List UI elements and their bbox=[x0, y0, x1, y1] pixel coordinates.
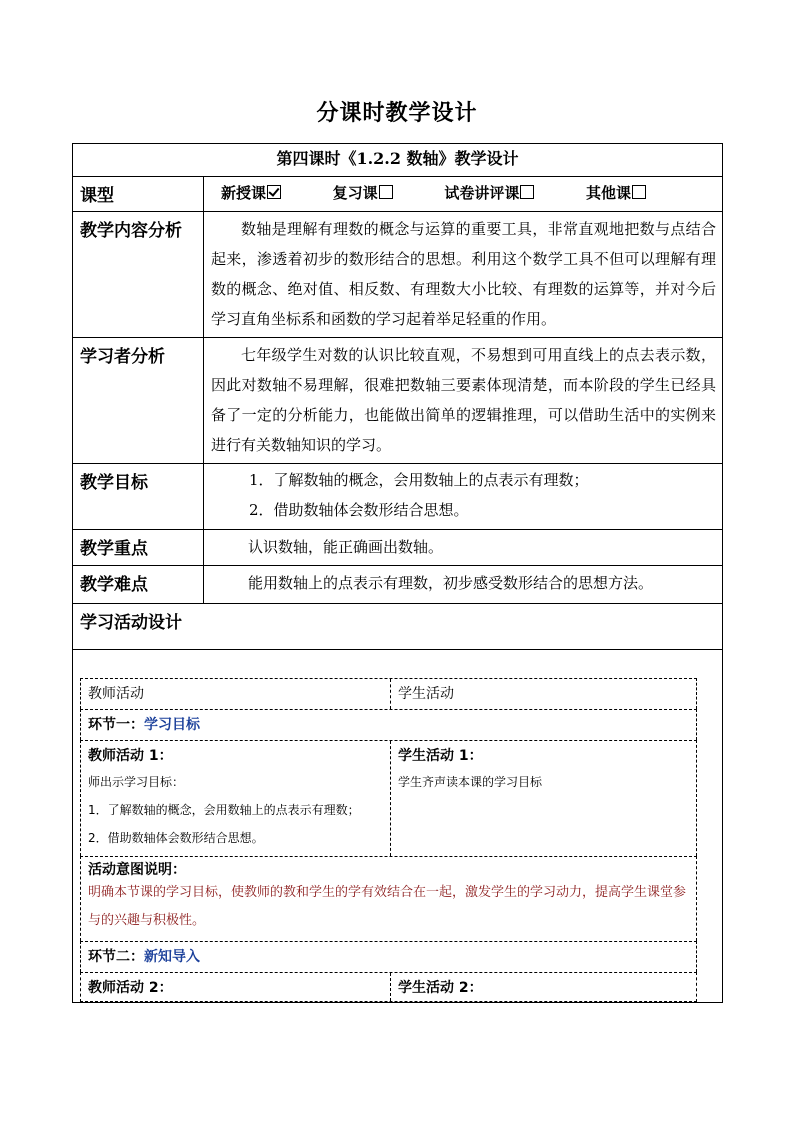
intent-row bbox=[80, 856, 697, 941]
intent-title: 活动意图说明： bbox=[88, 862, 186, 878]
option-review-lesson-label: 复习课 bbox=[332, 184, 378, 202]
activity-design-label: 学习活动设计 bbox=[80, 613, 182, 633]
key-points-label: 教学重点 bbox=[73, 530, 204, 565]
objectives-row bbox=[73, 464, 722, 530]
section-row bbox=[80, 941, 697, 972]
section-prefix: 环节一： bbox=[88, 717, 144, 733]
course-type-label: 课型 bbox=[73, 177, 204, 211]
activity-1-row bbox=[80, 740, 697, 856]
student-activity-text: 学生齐声读本课的学习目标 bbox=[398, 775, 543, 789]
student-activity-title: 学生活动 1： bbox=[398, 748, 483, 764]
content-analysis-text: 数轴是理解有理数的概念与运算的重要工具，非常直观地把数与点结合起来，渗透着初步的数形结合的思想。利用这个数学工具不但可以理解有理数的概念、绝对值、相反数、有理数大小比较、有理数的运算等，并对今后学习直角坐标系和函数的学习起着举足轻重的作用。 bbox=[211, 220, 716, 328]
option-test-review-lesson[interactable] bbox=[444, 182, 534, 203]
student-activity-header: 学生活动 bbox=[398, 686, 454, 702]
teacher-activity-line: 2．借助数轴体会数形结合思想。 bbox=[88, 831, 264, 845]
intent-text: 明确本节课的学习目标，使教师的教和学生的学有效结合在一起，激发学生的学习动力，提高学生课堂参与的兴趣与积极性。 bbox=[88, 885, 687, 928]
course-type-row bbox=[73, 177, 722, 212]
section-row bbox=[80, 709, 697, 740]
activity-header-row bbox=[80, 678, 697, 709]
key-points-text: 认识数轴，能正确画出数轴。 bbox=[248, 538, 444, 556]
objective-item: 2．借助数轴体会数形结合思想。 bbox=[249, 501, 469, 519]
teacher-activity-title: 教师活动 1： bbox=[88, 748, 173, 764]
learner-analysis-text: 七年级学生对数的认识比较直观，不易想到可用直线上的点去表示数，因此对数轴不易理解，很难把数轴三要素体现清楚，而本阶段的学生已经具备了一定的分析能力，也能做出简单的逻辑推理，可以借助生活中的实例来进行有关数轴知识的学习。 bbox=[211, 346, 716, 454]
option-review-lesson[interactable] bbox=[333, 182, 393, 203]
content-analysis-row bbox=[73, 212, 722, 338]
teacher-activity-title: 教师活动 2： bbox=[88, 980, 173, 996]
difficulties-text: 能用数轴上的点表示有理数，初步感受数形结合的思想方法。 bbox=[248, 574, 654, 592]
course-type-options bbox=[204, 177, 722, 211]
difficulties-row bbox=[73, 566, 722, 604]
checkbox-checked-icon[interactable] bbox=[267, 185, 281, 199]
objective-item: 1．了解数轴的概念，会用数轴上的点表示有理数； bbox=[249, 471, 589, 489]
checkbox-empty-icon[interactable] bbox=[379, 185, 393, 199]
teacher-activity-header: 教师活动 bbox=[88, 686, 144, 702]
lesson-title-row bbox=[73, 144, 722, 177]
section-name: 学习目标 bbox=[144, 717, 200, 733]
content-analysis-label: 教学内容分析 bbox=[73, 212, 204, 337]
teacher-activity-line: 1．了解数轴的概念，会用数轴上的点表示有理数； bbox=[88, 803, 360, 817]
activity-design-row bbox=[73, 604, 722, 650]
activity-2-row bbox=[80, 972, 697, 1002]
option-new-lesson-label: 新授课 bbox=[221, 184, 267, 202]
option-test-review-label: 试卷讲评课 bbox=[444, 184, 520, 202]
difficulties-label: 教学难点 bbox=[73, 566, 204, 603]
objectives-label: 教学目标 bbox=[73, 464, 204, 529]
learner-analysis-label: 学习者分析 bbox=[73, 338, 204, 463]
option-other-lesson[interactable] bbox=[586, 182, 646, 203]
lesson-title: 第四课时《1.2.2 数轴》教学设计 bbox=[276, 149, 519, 168]
learner-analysis-row bbox=[73, 338, 722, 464]
section-name: 新知导入 bbox=[144, 949, 200, 965]
checkbox-empty-icon[interactable] bbox=[632, 185, 646, 199]
key-points-row bbox=[73, 530, 722, 566]
option-other-lesson-label: 其他课 bbox=[585, 184, 631, 202]
checkbox-empty-icon[interactable] bbox=[520, 185, 534, 199]
section-prefix: 环节二： bbox=[88, 949, 144, 965]
page-title: 分课时教学设计 bbox=[316, 100, 478, 126]
teacher-activity-line: 师出示学习目标： bbox=[88, 775, 185, 789]
option-new-lesson[interactable] bbox=[221, 182, 281, 203]
student-activity-title: 学生活动 2： bbox=[398, 980, 483, 996]
